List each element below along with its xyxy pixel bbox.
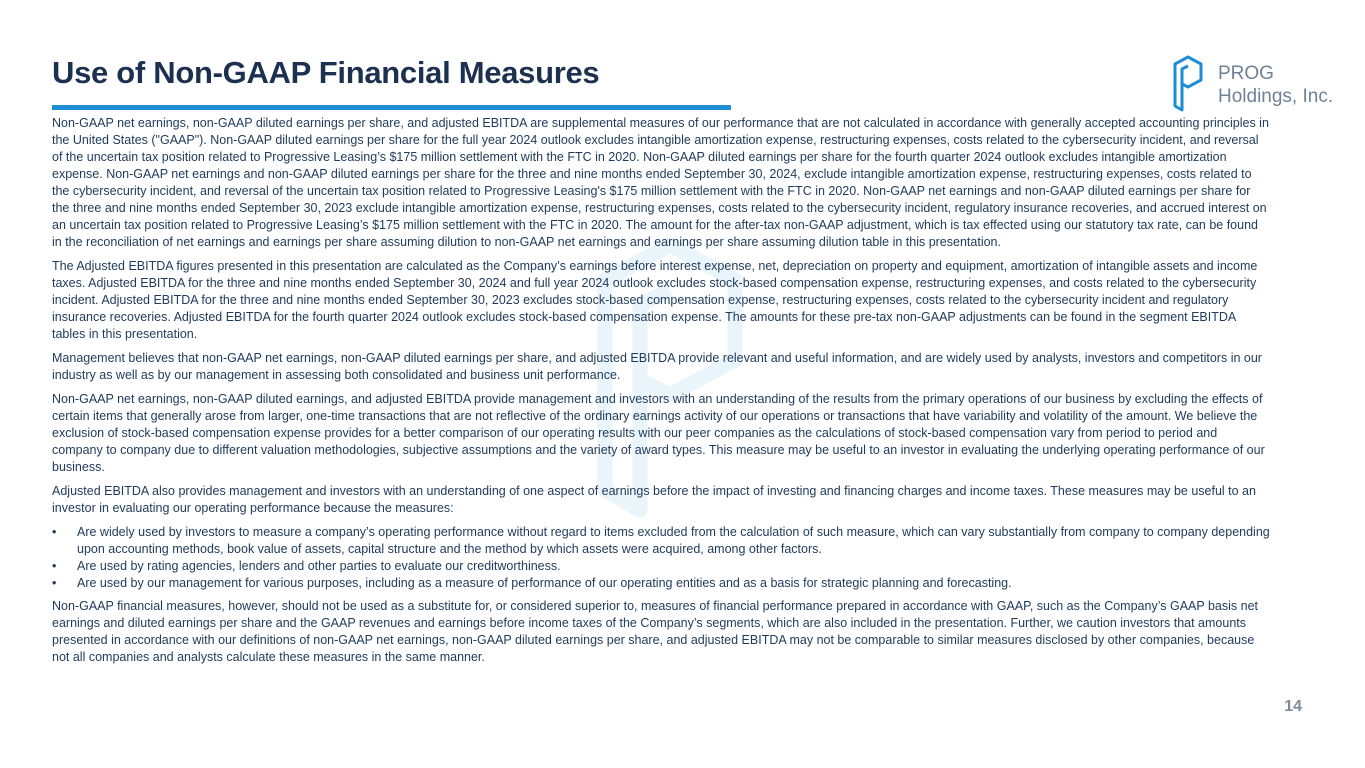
logo-line-2: Holdings, Inc. [1218,86,1334,107]
page-title: Use of Non-GAAP Financial Measures [52,55,600,90]
company-logo [1170,54,1360,116]
logo-wordmark [1218,62,1333,108]
prog-logo-icon [1170,54,1206,114]
bullet-item: • Are used by rating agencies, lenders and other parties to evaluate our creditworthiness. [52,558,1270,575]
paragraph-adjusted-ebitda: The Adjusted EBITDA figures presented in this presentation are calculated as the Company’s earnings before interest expense, net, depreciation on property and equipment, amortization of intangible assets and income taxes. Adjusted EBITDA for the three and nine months ended September 30, 2024 and full year 2024 outlook excludes stock-based compensation expense, restructuring expenses, and costs related to the cybersecurity incident. Adjusted EBITDA for the three and nine months ended September 30, 2023 excludes stock-based compensation expense, restructuring expenses, costs related to the cybersecurity incident and regulatory insurance recoveries. Adjusted EBITDA for the fourth quarter 2024 outlook excludes stock-based compensation expense. The amounts for these pre-tax non-GAAP adjustments can be found in the segment EBITDA tables in this presentation. [52,259,1258,341]
logo-line-1: PROG [1218,63,1274,84]
measures-bullet-list [52,524,1270,592]
paragraph-understanding-results: Non-GAAP net earnings, non-GAAP diluted earnings, and adjusted EBITDA provide management and investors with an understanding of the results from the primary operations of our business by excluding the effects of certain items that generally arose from larger, one-time transactions that are not reflective of the ordinary earnings activity of our operations or transactions that have variability and volatility of the amount. We believe the exclusion of stock-based compensation expense provides for a better comparison of our operating results with our peer companies as the calculations of stock-based compensation vary from period to period and company to company due to different valuation methodologies, subjective assumptions and the variety of award types. This measure may be useful to an investor in evaluating the underlying operating performance of our business. [52,392,1265,474]
page-number: 14 [1284,698,1302,715]
paragraph-management-belief: Management believes that non-GAAP net earnings, non-GAAP diluted earnings per share, and adjusted EBITDA provide relevant and useful information, and are widely used by analysts, investors and competitors in our industry as well as by our management in assessing both consolidated and business unit performance. [52,351,1262,382]
bullet-item: • Are used by our management for various purposes, including as a measure of performance of our operating entities and as a basis for strategic planning and forecasting. [52,575,1270,592]
paragraph-caution: Non-GAAP financial measures, however, should not be used as a substitute for, or considered superior to, measures of financial performance prepared in accordance with GAAP, such as the Company’s GAAP basis net earnings and diluted earnings per share and the GAAP revenues and earnings before income taxes of the Company’s segments, which are also included in the presentation. Further, we caution investors that amounts presented in accordance with our definitions of non-GAAP net earnings, non-GAAP diluted earnings per share, and adjusted EBITDA may not be comparable to similar measures disclosed by other companies, because not all companies and analysts calculate these measures in the same manner. [52,599,1258,664]
body-text [52,115,1270,673]
title-underline [52,105,731,110]
paragraph-ebitda-usefulness: Adjusted EBITDA also provides management and investors with an understanding of one aspect of earnings before the impact of investing and financing charges and income taxes. These measures may be useful to an investor in evaluating our operating performance because the measures: [52,484,1256,515]
bullet-item: • Are widely used by investors to measure a company’s operating performance without regard to items excluded from the calculation of such measure, which can vary substantially from company to company depending upon accounting methods, book value of assets, capital structure and the method by which assets were acquired, among other factors. [52,524,1270,558]
paragraph-non-gaap-definition: Non-GAAP net earnings, non-GAAP diluted earnings per share, and adjusted EBITDA are supplemental measures of our performance that are not calculated in accordance with generally accepted accounting principles in the United States ("GAAP"). Non-GAAP diluted earnings per share for the full year 2024 outlook excludes intangible amortization expense, restructuring expenses, costs related to the cybersecurity incident, and reversal of the uncertain tax position related to Progressive Leasing’s $175 million settlement with the FTC in 2020. Non-GAAP diluted earnings per share for the fourth quarter 2024 outlook excludes intangible amortization expense. Non-GAAP net earnings and non-GAAP diluted earnings per share for the three and nine months ended September 30, 2024, exclude intangible amortization expense, restructuring expenses, costs related to the cybersecurity incident, and reversal of the uncertain tax position related to Progressive Leasing's $175 million settlement with the FTC in 2020. Non-GAAP net earnings and non-GAAP diluted earnings per share for the three and nine months ended September 30, 2023 exclude intangible amortization expense, restructuring expenses, costs related to the cybersecurity incident, regulatory insurance recoveries, and accrued interest on an uncertain tax position related to Progressive Leasing’s $175 million settlement with the FTC in 2020. The amount for the after-tax non-GAAP adjustment, which is tax effected using our statutory tax rate, can be found in the reconciliation of net earnings and earnings per share assuming dilution to non-GAAP net earnings and earnings per share assuming dilution table in this presentation. [52,116,1269,249]
